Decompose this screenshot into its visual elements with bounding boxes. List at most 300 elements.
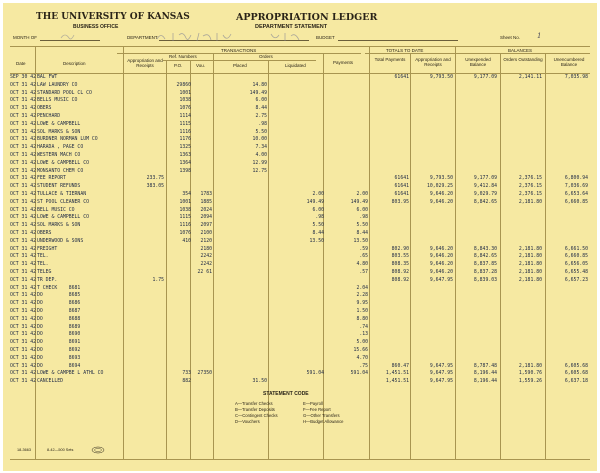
row-orders-outstanding: 2,181.80 — [518, 262, 542, 268]
row-orders-liquidated: 6.00 — [312, 207, 324, 213]
col-po: P.O. — [174, 63, 183, 68]
row-description: MONSANTO CHEM CO — [37, 168, 84, 174]
row-orders-liquidated: 8.44 — [312, 231, 324, 236]
ledger-row — [10, 106, 590, 112]
row-voucher-number: 2100 — [200, 231, 212, 236]
row-description: BAL FWT — [37, 75, 58, 80]
row-description: ST POOL CLEANER CO — [37, 199, 89, 205]
row-po-number: 1001 — [179, 90, 191, 96]
row-description: DO 8688 — [37, 316, 81, 322]
row-date: OCT 31 42 — [10, 153, 36, 158]
row-unexpended-balance: 9,412.84 — [473, 184, 497, 190]
row-unexpended-balance: 9,177.09 — [473, 75, 497, 80]
row-date: OCT 31 42 — [10, 379, 36, 385]
row-description: DO 8692 — [37, 348, 81, 353]
row-payment: 591.04 — [350, 371, 368, 377]
row-orders-outstanding: 2,181.80 — [518, 254, 542, 260]
row-appropriation: 1.75 — [152, 277, 164, 283]
row-po-number: 1076 — [179, 106, 191, 112]
col-balances: BALANCES — [508, 48, 533, 53]
ledger-row — [10, 371, 590, 377]
row-unencumbered-balance: 6,660.85 — [564, 199, 588, 205]
row-payment: 5.00 — [356, 340, 368, 346]
row-voucher-number: 2242 — [200, 262, 212, 268]
row-total-appropriation: 9,647.95 — [429, 379, 453, 385]
row-payment: 2.00 — [356, 192, 368, 197]
col-totals-to-date: TOTALS TO DATE — [386, 48, 424, 53]
row-total-payments: 61641 — [394, 75, 409, 80]
row-payment: 8.44 — [356, 231, 368, 236]
row-orders-outstanding: 2,141.11 — [518, 75, 542, 80]
row-orders-outstanding: 2,376.15 — [518, 176, 542, 182]
row-total-appropriation: 10,029.25 — [427, 184, 453, 190]
office-name: BUSINESS OFFICE — [73, 24, 119, 30]
print-info: 8-42—500 Sets — [47, 448, 74, 452]
row-date: OCT 31 42 — [10, 340, 36, 346]
row-payment: .57 — [359, 270, 368, 275]
ledger-row — [10, 130, 590, 136]
row-orders-outstanding: 1,590.76 — [518, 371, 542, 377]
row-date: OCT 31 42 — [10, 176, 36, 182]
row-date: OCT 31 42 — [10, 98, 36, 104]
row-po-number: 1116 — [179, 129, 191, 135]
row-description: DO 8687 — [37, 309, 81, 314]
pencil-department-scrawl — [153, 30, 323, 44]
row-unexpended-balance: 8,787.48 — [473, 363, 497, 369]
row-unexpended-balance: 9,177.09 — [473, 176, 497, 182]
row-orders-outstanding: 2,181.80 — [518, 363, 542, 369]
row-unencumbered-balance: 6,637.18 — [564, 379, 588, 385]
ledger-row — [10, 270, 590, 276]
row-description: STUDENT REFUNDS — [37, 184, 81, 190]
row-appropriation: 383.05 — [146, 184, 164, 190]
row-orders-placed: 5.50 — [255, 129, 267, 135]
row-orders-outstanding: 2,376.15 — [518, 184, 542, 190]
row-payment: 1.50 — [356, 309, 368, 314]
row-description: LOWE & CAMPBELL CO — [37, 215, 89, 221]
row-payment: 5.50 — [356, 223, 368, 229]
row-date: OCT 31 42 — [10, 301, 36, 307]
ledger-row — [10, 309, 590, 315]
row-date: OCT 31 42 — [10, 309, 36, 314]
statement-code-item: E—Payroll — [303, 401, 323, 406]
row-payment: 15.66 — [353, 348, 368, 353]
statement-code-item: C—Contingent Checks — [235, 413, 278, 418]
col-orders-outstanding: Orders Outstanding — [503, 57, 543, 62]
row-total-appropriation: 9,646.20 — [429, 246, 453, 252]
ledger-row — [10, 254, 590, 260]
col-liquidated: Liquidated — [285, 63, 306, 68]
row-orders-placed: 12.99 — [252, 160, 267, 166]
row-orders-outstanding: 2,181.80 — [518, 270, 542, 275]
row-unencumbered-balance: 6,605.68 — [564, 371, 588, 377]
row-voucher-number: 2094 — [200, 215, 212, 221]
row-total-payments: 803.95 — [391, 199, 409, 205]
row-date: OCT 31 42 — [10, 129, 36, 135]
row-total-appropriation: 9,646.20 — [429, 192, 453, 197]
ledger-row — [10, 192, 590, 198]
row-voucher-number: 2242 — [200, 254, 212, 260]
row-payment: 4.80 — [356, 262, 368, 268]
row-po-number: 410 — [182, 238, 191, 244]
row-po-number: 1398 — [179, 168, 191, 174]
row-payment: 149.49 — [350, 199, 368, 205]
row-payment: 8.80 — [356, 316, 368, 322]
row-date: OCT 31 42 — [10, 168, 36, 174]
ledger-title: APPROPRIATION LEDGER — [236, 12, 378, 23]
row-date: OCT 31 42 — [10, 231, 36, 236]
ledger-row — [10, 83, 590, 89]
col-appropriation: Appropriation and Receipts — [127, 58, 163, 68]
row-total-payments: 1,451.51 — [385, 371, 409, 377]
ledger-row — [10, 356, 590, 362]
row-total-appropriation: 9,793.50 — [429, 75, 453, 80]
row-date: OCT 31 42 — [10, 277, 36, 283]
row-total-appropriation: 9,646.20 — [429, 254, 453, 260]
row-date: OCT 31 42 — [10, 371, 36, 377]
statement-code-item: G—Other Transfers — [303, 413, 340, 418]
row-po-number: 354 — [182, 192, 191, 197]
row-total-appropriation: 9,646.20 — [429, 270, 453, 275]
row-date: OCT 31 42 — [10, 223, 36, 229]
row-voucher-number: 2024 — [200, 207, 212, 213]
row-date: OCT 31 42 — [10, 114, 36, 119]
ledger-sheet — [3, 3, 597, 471]
ledger-row — [10, 215, 590, 221]
row-date: OCT 31 42 — [10, 199, 36, 205]
row-unencumbered-balance: 7,035.98 — [564, 75, 588, 80]
ledger-row — [10, 114, 590, 120]
row-po-number: 1116 — [179, 223, 191, 229]
row-date: OCT 31 42 — [10, 270, 36, 275]
row-orders-outstanding: 2,181.80 — [518, 199, 542, 205]
row-description: DO 8686 — [37, 301, 81, 307]
row-unexpended-balance: 8,196.44 — [473, 371, 497, 377]
row-description: BELLS MUSIC CO — [37, 98, 78, 104]
col-description: Description — [63, 61, 86, 66]
ledger-row — [10, 75, 590, 81]
row-total-payments: 803.55 — [391, 254, 409, 260]
row-description: DO 8694 — [37, 363, 81, 369]
row-total-appropriation: 9,646.20 — [429, 199, 453, 205]
col-ref-numbers: Ref. Numbers — [169, 54, 197, 59]
totals-rule — [365, 53, 450, 54]
row-date: OCT 31 42 — [10, 207, 36, 213]
row-payment: 2.04 — [356, 285, 368, 291]
department-label: DEPARTMENT — [127, 35, 158, 40]
ledger-row — [10, 161, 590, 167]
orders-rule — [207, 60, 316, 61]
row-voucher-number: 27350 — [197, 371, 212, 377]
row-orders-liquidated: 149.49 — [306, 199, 324, 205]
row-po-number: 1325 — [179, 145, 191, 151]
row-po-number: 1114 — [179, 114, 191, 119]
ledger-row — [10, 247, 590, 253]
row-date: OCT 31 42 — [10, 106, 36, 112]
ledger-subtitle: DEPARTMENT STATEMENT — [255, 24, 328, 30]
balances-rule — [449, 53, 590, 54]
row-description: OBERS — [37, 106, 52, 112]
row-unencumbered-balance: 6,656.05 — [564, 262, 588, 268]
row-po-number: 1076 — [179, 231, 191, 236]
row-description: HARADA , PAGE CO — [37, 145, 84, 151]
col-orders: Orders — [259, 54, 273, 59]
row-description: UNDERWOOD & SONS — [37, 238, 84, 244]
ledger-row — [10, 169, 590, 175]
row-unexpended-balance: 8,842.65 — [473, 199, 497, 205]
row-date: OCT 31 42 — [10, 82, 36, 88]
ledger-row — [10, 301, 590, 307]
row-description: LAW LAUNDRY CO — [37, 82, 78, 88]
row-total-payments: 61641 — [394, 192, 409, 197]
ledger-row — [10, 145, 590, 151]
row-orders-placed: 149.49 — [249, 90, 267, 96]
row-total-payments: 808.92 — [391, 270, 409, 275]
row-description: DO 8690 — [37, 332, 81, 338]
row-payment: .59 — [359, 246, 368, 252]
row-po-number: 1176 — [179, 137, 191, 143]
row-total-appropriation: 9,646.20 — [429, 262, 453, 268]
row-total-payments: 61641 — [394, 176, 409, 182]
row-date: OCT 31 42 — [10, 160, 36, 166]
row-po-number: 1115 — [179, 215, 191, 221]
row-unencumbered-balance: 6,653.64 — [564, 192, 588, 197]
row-date: OCT 31 42 — [10, 192, 36, 197]
row-description: DO 8691 — [37, 340, 81, 346]
ledger-row — [10, 153, 590, 159]
union-label-icon — [91, 446, 105, 454]
row-date: OCT 31 42 — [10, 145, 36, 151]
row-orders-placed: 31.50 — [252, 379, 267, 385]
row-unexpended-balance: 8,842.65 — [473, 254, 497, 260]
row-description: FREIGHT — [37, 246, 58, 252]
row-description: LOWE & CAMPBELL CO — [37, 160, 89, 166]
row-po-number: 1364 — [179, 160, 191, 166]
row-description: SOL MARKS & SON — [37, 223, 81, 229]
row-total-appropriation: 9,793.50 — [429, 176, 453, 182]
col-vou: Vou. — [196, 63, 206, 68]
ledger-row — [10, 239, 590, 245]
row-orders-outstanding: 2,181.80 — [518, 246, 542, 252]
ledger-row — [10, 208, 590, 214]
row-orders-liquidated: 591.04 — [306, 371, 324, 377]
ledger-row — [10, 278, 590, 284]
row-date: OCT 31 42 — [10, 293, 36, 299]
row-description: WESTERN MACH CO — [37, 153, 81, 158]
row-description: BURDNER NORMAN LUM CO — [37, 137, 98, 143]
row-voucher-number: 22 61 — [197, 270, 212, 275]
row-orders-placed: 7.34 — [255, 145, 267, 151]
row-orders-placed: 6.00 — [255, 98, 267, 104]
university-name: THE UNIVERSITY OF KANSAS — [36, 12, 190, 22]
row-description: OBERS — [37, 231, 52, 236]
row-date: OCT 31 42 — [10, 324, 36, 330]
row-date: OCT 31 42 — [10, 238, 36, 244]
row-po-number: 1038 — [179, 207, 191, 213]
row-unexpended-balance: 8,843.30 — [473, 246, 497, 252]
row-date: OCT 31 42 — [10, 332, 36, 338]
row-unencumbered-balance: 6,661.50 — [564, 246, 588, 252]
month-label: MONTH OF — [13, 35, 37, 40]
row-description: TR DEP. — [37, 277, 58, 283]
col-placed: Placed — [233, 63, 247, 68]
row-unencumbered-balance: 6,605.68 — [564, 363, 588, 369]
row-payment: .98 — [359, 215, 368, 221]
row-total-payments: 860.47 — [391, 363, 409, 369]
ledger-row — [10, 293, 590, 299]
row-po-number: 1038 — [179, 98, 191, 104]
row-orders-liquidated: .98 — [315, 215, 324, 221]
col-unencumbered: Unencumbered Balance — [553, 57, 585, 67]
ledger-row — [10, 184, 590, 190]
ledger-row — [10, 91, 590, 97]
ledger-row — [10, 286, 590, 292]
row-unexpended-balance: 8,837.85 — [473, 262, 497, 268]
row-date: OCT 31 42 — [10, 262, 36, 268]
row-payment: 4.70 — [356, 355, 368, 361]
row-po-number: 29860 — [176, 82, 191, 88]
ledger-row — [10, 262, 590, 268]
row-date: OCT 31 42 — [10, 285, 36, 291]
row-date: OCT 31 42 — [10, 137, 36, 143]
ledger-row — [10, 348, 590, 354]
statement-code-item: A—Transfer Checks — [235, 401, 273, 406]
row-date: OCT 31 42 — [10, 316, 36, 322]
row-unexpended-balance: 8,196.44 — [473, 379, 497, 385]
row-description: TEL. — [37, 262, 49, 268]
row-payment: 2.28 — [356, 293, 368, 299]
row-date: OCT 31 42 — [10, 254, 36, 260]
col-date: Date — [16, 61, 26, 66]
row-description: DO 8689 — [37, 324, 81, 330]
row-orders-placed: 12.75 — [252, 168, 267, 174]
row-po-number: 1001 — [179, 199, 191, 205]
row-orders-liquidated: 13.50 — [309, 238, 324, 244]
ledger-row — [10, 122, 590, 128]
row-orders-outstanding: 2,181.80 — [518, 277, 542, 283]
row-description: TELEG — [37, 270, 52, 275]
row-date: OCT 31 42 — [10, 348, 36, 353]
row-orders-placed: 14.80 — [252, 82, 267, 88]
statement-code-title: STATEMENT CODE — [263, 391, 309, 397]
row-total-appropriation: 9,647.95 — [429, 277, 453, 283]
header-top-rule — [10, 46, 590, 47]
row-payment: .75 — [359, 363, 368, 369]
ledger-row — [10, 98, 590, 104]
ledger-row — [10, 325, 590, 331]
row-orders-outstanding: 2,376.15 — [518, 192, 542, 197]
ledger-row — [10, 317, 590, 323]
row-total-payments: 802.90 — [391, 246, 409, 252]
row-description: STANDARD POOL CL CO — [37, 90, 92, 96]
row-voucher-number: 1783 — [200, 192, 212, 197]
budget-label: BUDGET — [316, 35, 335, 40]
row-total-payments: 61641 — [394, 184, 409, 190]
col-total-appropriation: Appropriation and Receipts — [415, 57, 451, 67]
table-bottom-rule — [10, 459, 590, 460]
header-bottom-rule — [10, 73, 590, 74]
statement-code-item: B—Transfer Deposits — [235, 407, 275, 412]
row-orders-placed: .98 — [258, 121, 267, 127]
col-transactions: TRANSACTIONS — [221, 48, 257, 53]
row-total-payments: 808.92 — [391, 277, 409, 283]
ref-rule — [163, 60, 207, 61]
row-voucher-number: 1885 — [200, 199, 212, 205]
row-date: OCT 31 42 — [10, 215, 36, 221]
row-date: OCT 31 42 — [10, 355, 36, 361]
sheet-label: Sheet No. — [500, 35, 521, 40]
row-orders-liquidated: 2.00 — [312, 192, 324, 197]
row-unencumbered-balance: 6,657.23 — [564, 277, 588, 283]
statement-code-item: H—Budget Allowance — [303, 419, 344, 424]
statement-code-item: F—Fee Report — [303, 407, 331, 412]
row-voucher-number: 2120 — [200, 238, 212, 244]
row-date: OCT 31 42 — [10, 121, 36, 127]
row-orders-liquidated: 5.50 — [312, 223, 324, 229]
row-description: SOL MARKS & SON — [37, 129, 81, 135]
ledger-row — [10, 223, 590, 229]
row-total-payments: 808.35 — [391, 262, 409, 268]
row-description: PENCHARD — [37, 114, 61, 119]
row-description: TEL. — [37, 254, 49, 260]
row-total-appropriation: 9,647.95 — [429, 363, 453, 369]
ledger-row — [10, 379, 590, 385]
row-orders-placed: 8.44 — [255, 106, 267, 112]
row-unencumbered-balance: 7,036.69 — [564, 184, 588, 190]
row-date: OCT 31 42 — [10, 90, 36, 96]
row-description: FEE REPORT — [37, 176, 66, 182]
row-unencumbered-balance: 6,800.94 — [564, 176, 588, 182]
budget-line — [338, 40, 458, 41]
row-unexpended-balance: 8,839.03 — [473, 277, 497, 283]
ledger-row — [10, 364, 590, 370]
pencil-month-scrawl — [41, 30, 101, 42]
ledger-row — [10, 231, 590, 237]
row-po-number: 1115 — [179, 121, 191, 127]
row-po-number: 1363 — [179, 153, 191, 158]
row-unexpended-balance: 8,837.28 — [473, 270, 497, 275]
ledger-row — [10, 137, 590, 143]
ledger-row — [10, 200, 590, 206]
row-orders-placed: 4.00 — [255, 153, 267, 158]
row-description: BELL MUSIC CO — [37, 207, 75, 213]
transactions-rule — [117, 53, 361, 54]
row-description: CANCELLED — [37, 379, 63, 385]
row-date: OCT 31 42 — [10, 246, 36, 252]
row-payment: 9.95 — [356, 301, 368, 307]
row-payment: .65 — [359, 254, 368, 260]
row-po-number: 733 — [182, 371, 191, 377]
row-description: DO 8693 — [37, 355, 81, 361]
row-payment: 13.50 — [353, 238, 368, 244]
row-description: TULLACE & TIERNAN — [37, 192, 87, 197]
ledger-row — [10, 332, 590, 338]
sheet-number: 1 — [537, 32, 542, 40]
row-orders-outstanding: 1,559.26 — [518, 379, 542, 385]
row-po-number: 882 — [182, 379, 191, 385]
col-unexpended: Unexpended Balance — [465, 57, 491, 67]
row-description: LOWE & CAMPBELL — [37, 121, 81, 127]
row-description: T CHECK 8681 — [37, 285, 81, 291]
col-total-payments: Total Payments — [374, 57, 406, 62]
row-payment: 6.00 — [356, 207, 368, 213]
row-description: DO 8685 — [37, 293, 81, 299]
row-total-payments: 1,451.51 — [385, 379, 409, 385]
row-payment: .74 — [359, 324, 368, 330]
row-date: SEP 30 42 — [10, 75, 36, 80]
row-orders-placed: 2.75 — [255, 114, 267, 119]
row-unexpended-balance: 9,029.79 — [473, 192, 497, 197]
